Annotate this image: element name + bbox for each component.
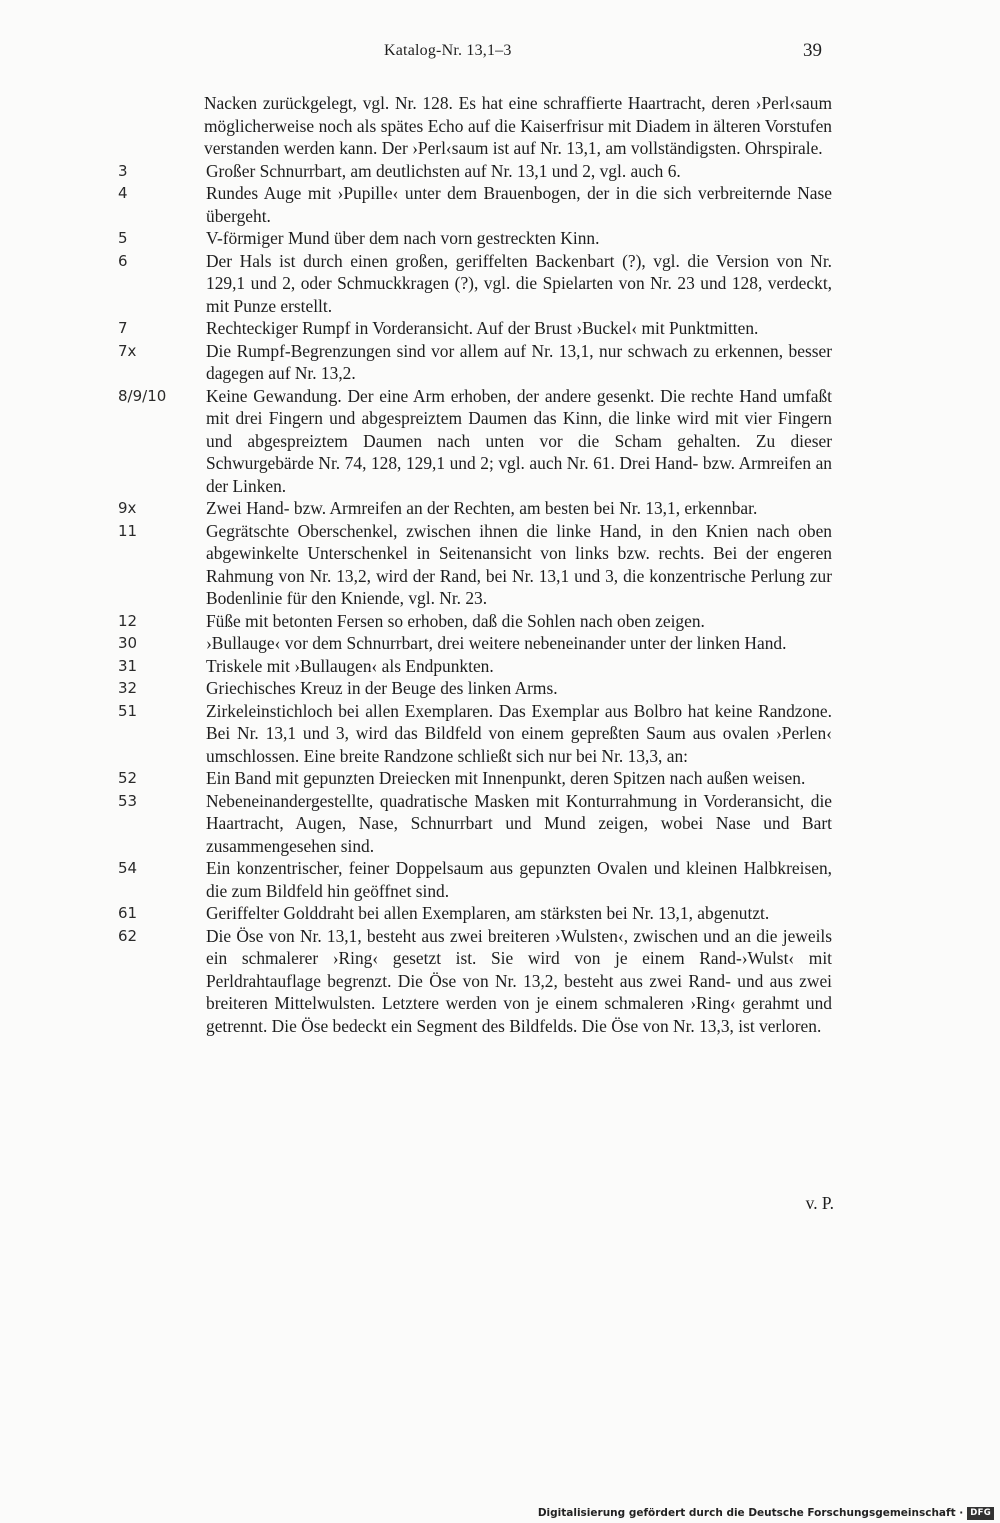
entry-number: 6 [118, 251, 128, 270]
list-item [0, 632, 1000, 655]
entry-number: 54 [118, 859, 138, 877]
entry-text: Geriffelter Golddraht bei allen Exemplaren, am stärksten bei Nr. 13,1, abgenutzt. [206, 903, 770, 923]
entry-number: 62 [118, 926, 138, 945]
list-item [0, 925, 1000, 1038]
entry-number: 9x [118, 499, 137, 517]
entry-number: 4 [118, 184, 128, 202]
entry-number: 51 [118, 701, 138, 720]
entry-text: Rechteckiger Rumpf in Vorderansicht. Auf der Brust ›Buckel‹ mit Punktmitten. [206, 318, 759, 338]
list-item [0, 340, 1000, 385]
entry-text: Ein Band mit gepunzten Dreiecken mit Innenpunkt, deren Spitzen nach außen weisen. [206, 768, 806, 788]
list-item [0, 182, 1000, 227]
entry-text: Ein konzentrischer, feiner Doppelsaum aus gepunzten Ovalen und kleinen Halbkreisen, die zum Bildfeld hin geöffnet sind. [206, 858, 832, 901]
dfg-logo-icon: DFG [967, 1507, 994, 1520]
entry-text: Keine Gewandung. Der eine Arm erhoben, der andere gesenkt. Die rechte Hand umfaßt mit drei Fingern und abgespreiztem Daumen das Kinn, die linke wird mit vier Fingern und abgespreiztem Daumen nach unten vor die Scham gehalten. Zu dieser Schwurgebärde Nr. 74, 128, 129,1 und 2; vgl. auch Nr. 61. Drei Hand- bzw. Armreifen an der Linken. [206, 385, 832, 496]
entry-number: 11 [118, 521, 138, 540]
intro-paragraph [0, 92, 1000, 160]
list-item [0, 317, 1000, 340]
entry-number: 7x [118, 341, 137, 360]
entry-text: Der Hals ist durch einen großen, geriffelten Backenbart (?), vgl. die Version von Nr. 129,1 und 2, oder Schmuckkragen (?), vgl. die Spielarten von Nr. 23 und 128, verdeckt, mit Punze erstellt. [206, 250, 832, 316]
author-signature: v. P. [805, 1193, 834, 1213]
entry-text: Griechisches Kreuz in der Beuge des linken Arms. [206, 678, 558, 698]
list-item [0, 610, 1000, 633]
entry-number: 52 [118, 769, 138, 787]
list-item [0, 655, 1000, 678]
list-item [0, 520, 1000, 610]
list-item [0, 767, 1000, 790]
list-item [0, 385, 1000, 498]
list-item [0, 677, 1000, 700]
entry-number: 7 [118, 319, 128, 337]
entry-text: Rundes Auge mit ›Pupille‹ unter dem Brauenbogen, der in die sich verbreiternde Nase übergeht. [206, 183, 832, 226]
entry-number: 53 [118, 791, 138, 810]
entry-number: 8/9/10 [118, 386, 167, 405]
list-item [0, 160, 1000, 183]
entry-text: V-förmiger Mund über dem nach vorn gestreckten Kinn. [206, 228, 600, 248]
footer-credit [538, 1506, 994, 1520]
entry-text: Großer Schnurrbart, am deutlichsten auf Nr. 13,1 und 2, vgl. auch 6. [206, 160, 681, 181]
catalog-body [0, 92, 1000, 1037]
footer-credit-text: Digitalisierung gefördert durch die Deutsche Forschungsgemeinschaft · [537, 1507, 964, 1519]
entry-text: Zirkeleinstichloch bei allen Exemplaren. Das Exemplar aus Bolbro hat keine Randzone. Bei Nr. 13,1 und 3, wird das Bildfeld von einem gepreßten Saum aus ovalen ›Perlen‹ umschlossen. Eine breite Randzone schließt sich nur bei Nr. 13,3, an: [206, 700, 832, 766]
list-item [0, 700, 1000, 768]
entry-text: ›Bullauge‹ vor dem Schnurrbart, drei weitere nebeneinander unter der linken Hand. [206, 633, 787, 653]
entry-list [0, 160, 1000, 1038]
entry-number: 31 [118, 656, 138, 675]
running-head [0, 42, 1000, 68]
entry-number: 32 [118, 679, 138, 697]
entry-number: 12 [118, 611, 138, 630]
list-item [0, 497, 1000, 520]
entry-number: 61 [118, 904, 138, 922]
entry-number: 3 [118, 161, 128, 180]
entry-number: 30 [118, 634, 138, 652]
entry-text: Die Rumpf-Begrenzungen sind vor allem auf Nr. 13,1, nur schwach zu erkennen, besser dagegen auf Nr. 13,2. [206, 340, 832, 383]
entry-number: 5 [118, 229, 128, 247]
running-title: Katalog-Nr. 13,1–3 [384, 42, 512, 59]
list-item [0, 250, 1000, 318]
entry-text: Die Öse von Nr. 13,1, besteht aus zwei breiteren ›Wulsten‹, zwischen und an die jeweils ein schmalerer ›Ring‹ gesetzt ist. Sie wird von je einem Rand-›Wulst‹ mit Perldrahtauflage begrenzt. Die Öse von Nr. 13,2, besteht aus zwei Rand- und aus zwei breiteren Mittelwulsten. Letztere werden von je einem schmaleren ›Ring‹ gerahmt und getrennt. Die Öse bedeckt ein Segment des Bildfelds. Die Öse von Nr. 13,3, ist verloren. [206, 925, 832, 1036]
list-item [0, 902, 1000, 925]
list-item [0, 227, 1000, 250]
list-item [0, 857, 1000, 902]
entry-text: Triskele mit ›Bullaugen‹ als Endpunkten. [206, 655, 494, 676]
page-number: 39 [803, 40, 822, 61]
list-item [0, 790, 1000, 858]
entry-text: Gegrätschte Oberschenkel, zwischen ihnen die linke Hand, in den Knien nach oben abgewinkelte Unterschenkel in Seitenansicht von links bzw. rechts. Bei der engeren Rahmung von Nr. 13,2, wird der Rand, bei Nr. 13,1 und 3, die konzentrische Perlung zur Bodenlinie für den Kniende, vgl. Nr. 23. [206, 520, 832, 608]
intro-text: Nacken zurückgelegt, vgl. Nr. 128. Es hat eine schraffierte Haartracht, deren ›Perl‹saum möglicherweise noch als spätes Echo auf die Kaiserfrisur mit Diadem in älteren Vorstufen verstanden werden kann. Der ›Perl‹saum ist auf Nr. 13,1, am vollständigsten. Ohrspirale. [204, 93, 832, 158]
entry-text: Nebeneinandergestellte, quadratische Masken mit Konturrahmung in Vorderansicht, die Haartracht, Augen, Nase, Schnurrbart und Mund zeigen, wobei Nase und Bart zusammengesehen sind. [206, 790, 832, 856]
entry-text: Zwei Hand- bzw. Armreifen an der Rechten, am besten bei Nr. 13,1, erkennbar. [206, 498, 758, 518]
entry-text: Füße mit betonten Fersen so erhoben, daß die Sohlen nach oben zeigen. [206, 610, 705, 631]
